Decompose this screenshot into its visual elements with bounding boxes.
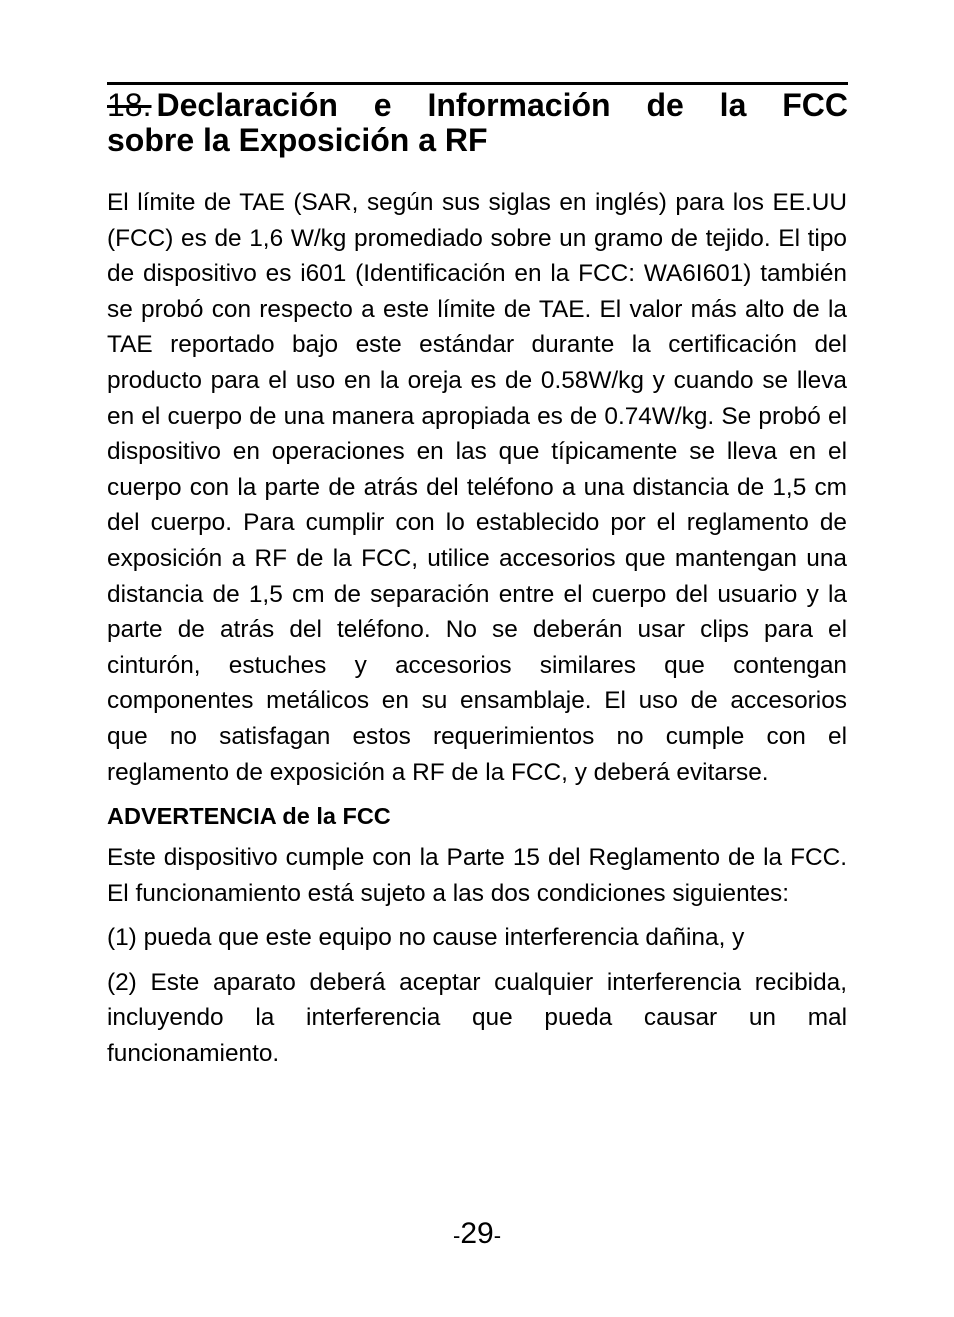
section-heading [107,88,847,158]
condition-2: (2) Este aparato deberá aceptar cualquier interferencia recibida, incluyendo la interferencia que pueda causar un mal funcionamiento. [107,968,847,1068]
condition-1: (1) pueda que este equipo no cause interferencia dañina, y [107,924,745,952]
fcc-warning-heading: ADVERTENCIA de la FCC [107,803,391,830]
heading-word: e [373,87,392,123]
section-number: 18. [107,87,152,123]
fcc-warning-intro: Este dispositivo cumple con la Parte 15 del Reglamento de la FCC. El funcionamiento está sujeto a las dos condiciones siguientes: [107,844,847,907]
heading-word: la [719,87,747,123]
heading-word: FCC [782,87,848,123]
page-number-dash-right: - [493,1223,502,1248]
heading-word: de [646,87,684,123]
section-top-rule [107,82,848,85]
sar-paragraph: El límite de TAE (SAR, según sus siglas en inglés) para los EE.UU (FCC) es de 1,6 W/kg promediado sobre un gramo de tejido. El tipo de dispositivo es i601 (Identificación en la FCC: WA6I601) también se probó con respecto a este límite de TAE. El valor más alto de la TAE reportado bajo este estándar durante la certificación del producto para el uso en la oreja es de 0.58W/kg y cuando se lleva en el cuerpo de una manera apropiada es de 0.74W/kg. Se probó el dispositivo en operaciones en las que típicamente se lleva en el cuerpo con la parte de atrás del teléfono a una distancia de 1,5 cm del cuerpo. Para cumplir con lo establecido por el reglamento de exposición a RF de la FCC, utilice accesorios que mantengan una distancia de 1,5 cm de separación entre el cuerpo del usuario y la parte de atrás del teléfono. No se deberán usar clips para el cinturón, estuches y accesorios similares que contengan componentes metálicos en su ensamblaje. El uso de accesorios que no satisfagan estos requerimientos no cumple con el reglamento de exposición a RF de la FCC, y deberá evitarse. [107,189,847,786]
document-page [107,82,847,1072]
page-number-value: 29 [460,1217,494,1250]
section-heading-line-2: sobre la Exposición a RF [107,122,488,158]
page-number-dash-left: - [452,1223,461,1248]
section-heading-line-1 [107,88,848,123]
heading-word: Información [427,87,611,123]
heading-word: Declaración [156,87,338,123]
page-number [0,1214,954,1256]
